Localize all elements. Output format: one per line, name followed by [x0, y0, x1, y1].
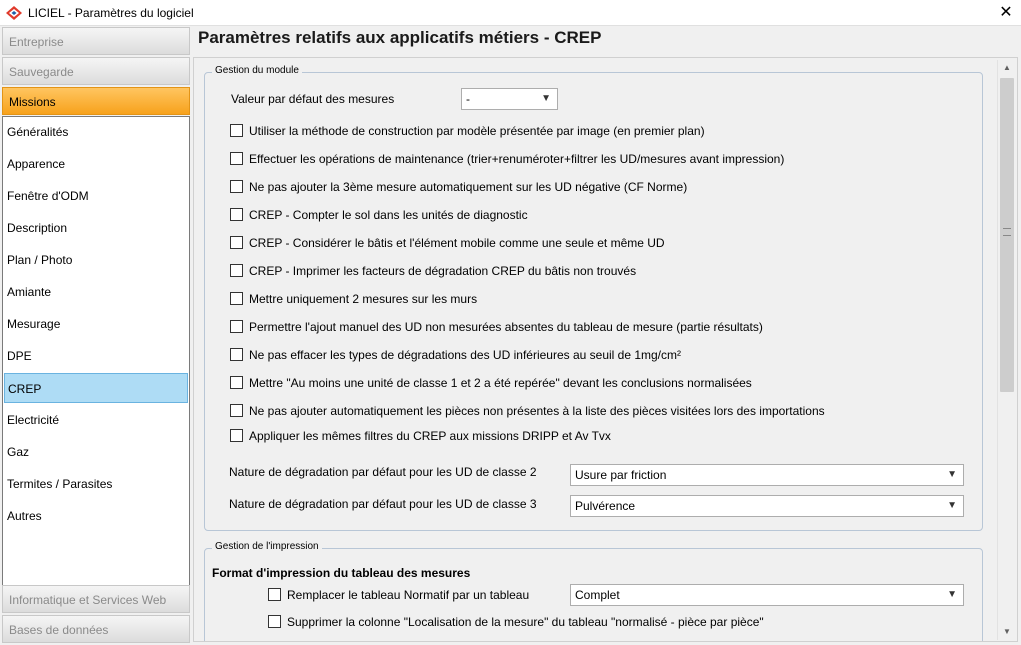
- sidebar-item-amiante[interactable]: Amiante: [7, 285, 52, 299]
- chevron-down-icon: ▼: [947, 500, 957, 511]
- class3-label: Nature de dégradation par défaut pour les UD de classe 3: [229, 497, 537, 511]
- default-value-label: Valeur par défaut des mesures: [231, 92, 395, 106]
- sidebar: [0, 27, 192, 645]
- checkbox[interactable]: [230, 152, 243, 165]
- checkbox[interactable]: [230, 376, 243, 389]
- checkbox[interactable]: [230, 236, 243, 249]
- checkbox-row[interactable]: [268, 614, 764, 632]
- missions-sub-list: [2, 116, 190, 610]
- checkbox-row[interactable]: [230, 207, 528, 225]
- checkbox-row[interactable]: [230, 235, 665, 253]
- chevron-down-icon: ▼: [947, 589, 957, 600]
- checkbox[interactable]: [230, 208, 243, 221]
- module-group-legend: Gestion du module: [212, 65, 302, 76]
- sidebar-category-missions[interactable]: Missions: [2, 87, 190, 115]
- print-group: [204, 541, 983, 642]
- sidebar-item-crep[interactable]: CREP: [4, 373, 188, 403]
- checkbox-label: Effectuer les opérations de maintenance (trier+renuméroter+filtrer les UD/mesures avant impression): [249, 151, 785, 166]
- checkbox[interactable]: [230, 264, 243, 277]
- checkbox-label: CREP - Compter le sol dans les unités de diagnostic: [249, 207, 528, 222]
- checkbox-label: Utiliser la méthode de construction par modèle présentée par image (en premier plan): [249, 123, 705, 138]
- checkbox-label: Appliquer les mêmes filtres du CREP aux missions DRIPP et Av Tvx: [249, 428, 611, 443]
- checkbox[interactable]: [230, 320, 243, 333]
- checkbox-row[interactable]: [230, 403, 825, 421]
- checkbox-row[interactable]: [230, 428, 611, 446]
- sidebar-item-gaz[interactable]: Gaz: [7, 445, 30, 459]
- sidebar-item-apparence[interactable]: Apparence: [7, 157, 66, 171]
- checkbox-row[interactable]: [230, 151, 784, 169]
- checkbox[interactable]: [230, 124, 243, 137]
- liciel-logo-icon: [6, 6, 22, 20]
- sidebar-category-entreprise[interactable]: Entreprise: [2, 27, 190, 55]
- class2-select[interactable]: [570, 464, 964, 486]
- checkbox-label: CREP - Imprimer les facteurs de dégradation CREP du bâtis non trouvés: [249, 263, 637, 278]
- checkbox-label: Mettre "Au moins une unité de classe 1 et 2 a été repérée" devant les conclusions normalisées: [249, 375, 752, 390]
- sidebar-category-bases-donnees[interactable]: Bases de données: [2, 615, 190, 643]
- settings-panel: [193, 57, 1018, 642]
- checkbox-row[interactable]: [230, 291, 477, 309]
- checkbox[interactable]: [268, 588, 281, 601]
- checkbox-label: Permettre l'ajout manuel des UD non mesurées absentes du tableau de mesure (partie résultats): [249, 319, 763, 334]
- print-format-label: Format d'impression du tableau des mesures: [212, 566, 471, 580]
- class3-select-value: Pulvérence: [575, 499, 636, 513]
- checkbox-row[interactable]: [230, 375, 752, 393]
- sidebar-item-description[interactable]: Description: [7, 221, 68, 235]
- checkbox[interactable]: [230, 348, 243, 361]
- close-button[interactable]: ✕: [999, 4, 1013, 21]
- scroll-up-icon[interactable]: ▲: [1003, 63, 1011, 72]
- checkbox-row[interactable]: [268, 587, 529, 605]
- sidebar-item-mesurage[interactable]: Mesurage: [7, 317, 61, 331]
- checkbox-row[interactable]: [230, 319, 763, 337]
- checkbox[interactable]: [268, 615, 281, 628]
- checkbox-row[interactable]: [230, 123, 705, 141]
- default-value-select[interactable]: [461, 88, 558, 110]
- checkbox-row[interactable]: [230, 179, 687, 197]
- sidebar-item-autres[interactable]: Autres: [7, 509, 42, 523]
- checkbox[interactable]: [230, 404, 243, 417]
- sidebar-item-dpe[interactable]: DPE: [7, 349, 32, 363]
- checkbox-label: Ne pas effacer les types de dégradations des UD inférieures au seuil de 1mg/cm²: [249, 347, 682, 362]
- checkbox-label: Mettre uniquement 2 mesures sur les murs: [249, 291, 478, 306]
- replace-table-select[interactable]: [570, 584, 964, 606]
- print-group-legend: Gestion de l'impression: [212, 541, 322, 552]
- sidebar-category-informatique[interactable]: Informatique et Services Web: [2, 585, 190, 613]
- chevron-down-icon: ▼: [541, 93, 551, 104]
- title-bar: [0, 0, 1021, 26]
- replace-table-select-value: Complet: [575, 588, 620, 602]
- checkbox-row[interactable]: [230, 347, 681, 365]
- checkbox-label: Remplacer le tableau Normatif par un tableau: [287, 587, 530, 602]
- sidebar-category-sauvegarde[interactable]: Sauvegarde: [2, 57, 190, 85]
- checkbox-label: Ne pas ajouter la 3ème mesure automatiquement sur les UD négative (CF Norme): [249, 179, 688, 194]
- class2-select-value: Usure par friction: [575, 468, 667, 482]
- sidebar-item-electricite[interactable]: Electricité: [7, 413, 60, 427]
- page-title: Paramètres relatifs aux applicatifs métiers - CREP: [198, 28, 602, 47]
- sidebar-item-termites-parasites[interactable]: Termites / Parasites: [7, 477, 113, 491]
- scroll-down-icon[interactable]: ▼: [1003, 627, 1011, 636]
- checkbox-row[interactable]: [230, 263, 636, 281]
- checkbox[interactable]: [230, 292, 243, 305]
- sidebar-item-generalites[interactable]: Généralités: [7, 125, 69, 139]
- checkbox[interactable]: [230, 180, 243, 193]
- default-value-select-value: -: [466, 92, 470, 106]
- checkbox-label: CREP - Considérer le bâtis et l'élément mobile comme une seule et même UD: [249, 235, 665, 250]
- sidebar-item-plan-photo[interactable]: Plan / Photo: [7, 253, 73, 267]
- module-group: [204, 65, 983, 531]
- checkbox-label: Ne pas ajouter automatiquement les pièces non présentes à la liste des pièces visitées lors des importations: [249, 403, 825, 418]
- grip-icon: [1003, 228, 1011, 236]
- class2-label: Nature de dégradation par défaut pour les UD de classe 2: [229, 465, 537, 479]
- sidebar-item-fenetre-odm[interactable]: Fenêtre d'ODM: [7, 189, 89, 203]
- window-title: LICIEL - Paramètres du logiciel: [28, 6, 194, 20]
- vertical-scrollbar[interactable]: [997, 60, 1015, 640]
- scrollbar-thumb[interactable]: [1000, 78, 1014, 392]
- chevron-down-icon: ▼: [947, 469, 957, 480]
- class3-select[interactable]: [570, 495, 964, 517]
- checkbox-label: Supprimer la colonne "Localisation de la mesure" du tableau "normalisé - pièce par pièce": [287, 614, 764, 629]
- checkbox[interactable]: [230, 429, 243, 442]
